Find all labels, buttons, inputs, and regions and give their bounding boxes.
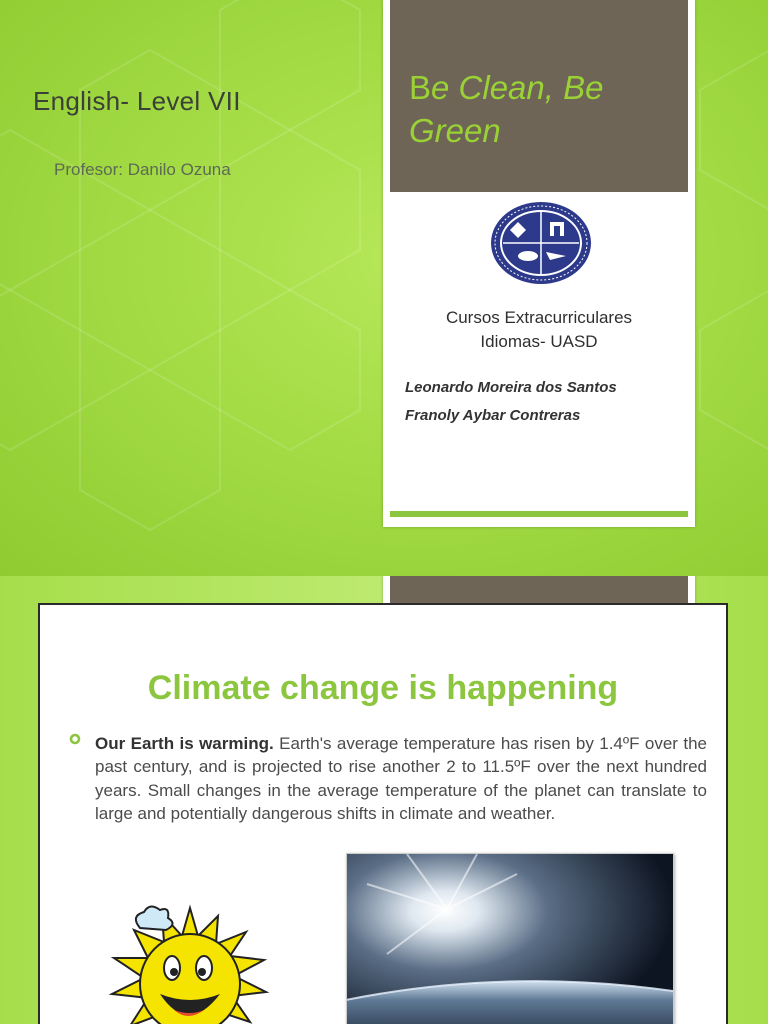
professor-name: Profesor: Danilo Ozuna	[54, 160, 231, 179]
bullet-lead: Our Earth is warming.	[95, 734, 274, 753]
course-title: English- Level VII	[33, 86, 241, 116]
institution-block	[383, 306, 695, 354]
authors-list	[405, 374, 617, 430]
title-first-letter: B	[409, 69, 432, 106]
presentation-title	[409, 66, 679, 152]
title-box	[390, 0, 688, 192]
author-name: Leonardo Moreira dos Santos	[405, 379, 617, 396]
title-card	[383, 0, 695, 527]
smiling-sun-icon	[100, 898, 280, 1024]
slide-heading: Climate change is happening	[147, 669, 619, 707]
ring-bullet-icon	[69, 733, 81, 745]
author-name: Franoly Aybar Contreras	[405, 407, 581, 424]
institution-line-2: Idiomas- UASD	[480, 332, 598, 351]
bullet-paragraph	[95, 732, 707, 826]
institution-line-1: Cursos Extracurriculares	[445, 308, 633, 327]
university-seal-icon	[488, 200, 594, 286]
accent-bar	[390, 511, 688, 517]
content-card	[38, 603, 728, 1024]
content-slide	[0, 576, 768, 1024]
earth-from-space-photo	[346, 853, 674, 1024]
bullet-text: Earth's average temperature has risen by 1.4ºF over the past century, and is projected to rise another 2 to 11.5ºF over the next hundred years. Small changes in the average temperature of the planet can translate to large and potentially dangerous shifts in climate and weather.	[95, 734, 707, 824]
title-rest: e Clean, Be Green	[409, 69, 604, 149]
